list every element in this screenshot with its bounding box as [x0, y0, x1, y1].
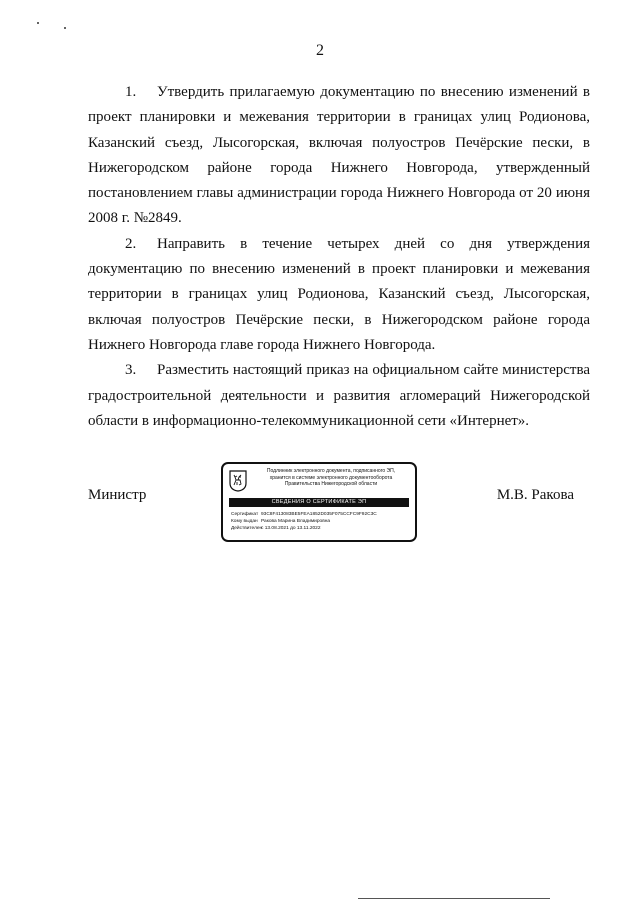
signature-block: [0, 462, 640, 552]
stamp-header-line: хранится в системе электронного документооборота: [269, 474, 393, 481]
paragraph-text: Разместить настоящий приказ на официальном сайте министерства градостроительной деятельности и развития агломераций Нижегородской области в информационно-телекоммуникационной сети «Интернет».: [88, 362, 590, 429]
issued-to-label: Кому выдан: [231, 519, 258, 524]
electronic-signature-stamp: [221, 462, 417, 542]
scan-edge-line: [358, 898, 550, 899]
paragraph-1: [88, 80, 590, 232]
stamp-title-bar: СВЕДЕНИЯ О СЕРТИФИКАТЕ ЭП: [229, 498, 409, 507]
certificate-value: 93C8F413083BE5FEA1852D035F075CCFC9F92C3C: [261, 512, 377, 517]
issued-to-value: Ракова Марина Владимировна: [261, 519, 331, 524]
signer-position: Министр: [88, 487, 147, 503]
stamp-header: [251, 468, 411, 488]
certificate-row: [231, 511, 411, 518]
validity-label: Действителен: [231, 526, 263, 531]
issued-to-row: [231, 518, 411, 525]
paragraph-number: 3.: [125, 362, 137, 379]
scan-speck: [64, 27, 66, 29]
paragraph-number: 2.: [125, 235, 137, 252]
document-body: [88, 80, 590, 434]
validity-value: с 13.08.2021 до 13.11.2022: [261, 526, 321, 531]
deer-emblem-icon: [229, 470, 247, 492]
stamp-header-line: Подлинник электронного документа, подписанного ЭП,: [266, 468, 396, 474]
stamp-header-line: Правительства Нижегородской области: [284, 481, 378, 487]
page-number: 2: [316, 42, 324, 59]
scan-speck: [37, 22, 39, 24]
signer-name: М.В. Ракова: [496, 487, 574, 503]
certificate-label: Сертификат: [231, 512, 259, 517]
paragraph-text: Утвердить прилагаемую документацию по внесению изменений в проект планировки и межевания территории в границах улиц Родионова, Казанский съезд, Лысогорская, включая полуостров Печёрские пески, в Нижегородском районе города Нижнего Новгорода, утвержденный постановлением главы администрации города Нижнего Новгорода от 20 июня 2008 г. №2849.: [88, 84, 590, 227]
paragraph-number: 1.: [125, 84, 137, 100]
paragraph-2: [88, 232, 590, 358]
validity-row: [231, 525, 411, 532]
paragraph-text: Направить в течение четырех дней со дня утверждения документацию по внесению изменений в проект планировки и межевания территории в границах улиц Родионова, Казанский съезд, Лысогорская, включая полуостров Печёрские пески, в Нижегородском районе города Нижнего Новгорода главе города Нижнего Новгорода.: [88, 235, 590, 353]
certificate-details: [231, 511, 411, 532]
paragraph-3: [88, 358, 590, 434]
